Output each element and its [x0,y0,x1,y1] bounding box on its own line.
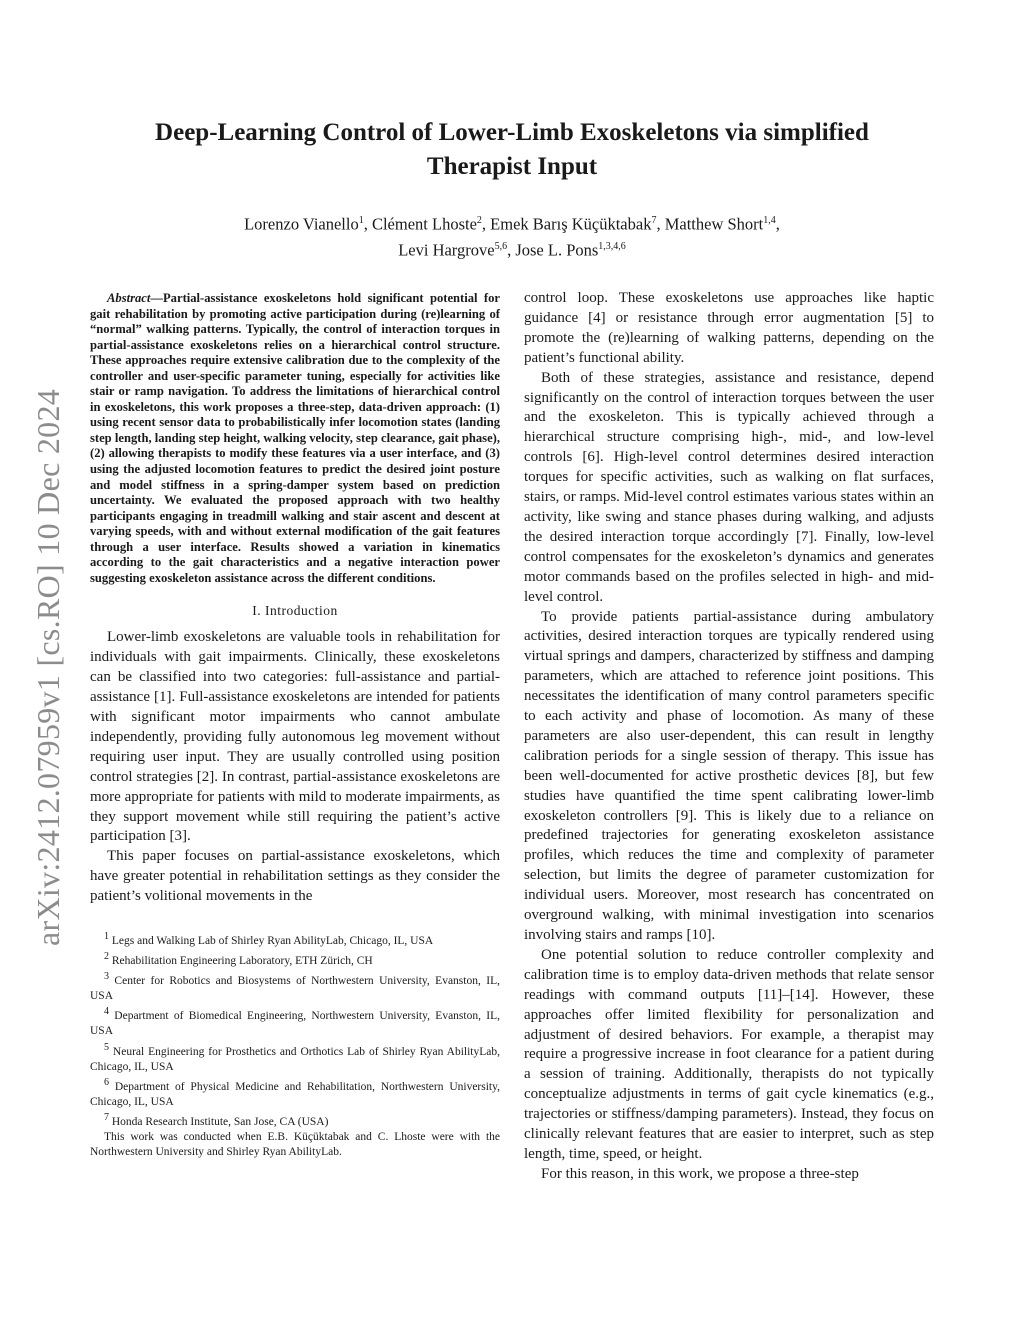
author-separator: , [775,214,780,234]
affiliation-footnotes [90,929,500,1160]
footnote [90,1004,500,1039]
author-name: Lorenzo Vianello [244,214,359,234]
footnote-number: 2 [104,951,109,963]
footnote [90,1040,500,1075]
footnote [90,969,500,1004]
abstract [90,291,500,586]
footnote-text: Department of Biomedical Engineering, Northwestern University, Evanston, IL, USA [90,1010,500,1038]
footnote-number: 1 [104,931,109,943]
author-name: Clément Lhoste [371,214,477,234]
author-line-1 [80,210,944,236]
author-separator: , [481,214,491,234]
section-heading-introduction: I. Introduction [252,603,338,619]
footnote-text: This work was conducted when E.B. Küçüktabak and C. Lhoste were with the Northwestern University and Shirley Ryan AbilityLab. [90,1131,500,1159]
footnote-number: 5 [104,1041,109,1053]
body-paragraph: control loop. These exoskeletons use approaches like haptic guidance [4] or resistance through error augmentation [5] to promote the (re)learning of walking patterns, depending on the patient’s functional ability. [524,290,934,366]
footnote-text: Honda Research Institute, San Jose, CA (USA) [111,1115,329,1128]
body-paragraph: Lower-limb exoskeletons are valuable tools in rehabilitation for individuals with gait impairments. Clinically, these exoskeletons can be classified into two categories: full-assistance and partial-assistance [1]. Full-assistance exoskeletons are intended for patients with significant motor impairments who cannot ambulate independently, providing fully autonomous leg movement without requiring user input. They are usually controlled using position control strategies [2]. In contrast, partial-assistance exoskeletons are more appropriate for patients with mild to moderate impairments, as they support movement while still requiring the patient’s active participation [3]. [90,629,500,845]
abstract-label: Abstract [107,291,151,305]
footnote-number: 7 [104,1112,109,1124]
title-line-2: Therapist Input [426,153,598,180]
author-affiliation: 5,6 [494,240,508,252]
abstract-text: Partial-assistance exoskeletons hold significant potential for gait rehabilitation by promoting active participation during (re)learning of “normal” walking patterns. Typically, the control of interaction torques in partial-assistance exoskeletons relies on a hierarchical control structure. These approaches require extensive calibration due to the complexity of the controller and user-specific parameter tuning, especially for activities like stair or ramp navigation. To address the limitations of hierarchical control in exoskeletons, this work proposes a three-step, data-driven approach: (1) using recent sensor data to probabilistically infer locomotion states (landing step length, landing step height, walking velocity, step clearance, gait phase), (2) allowing therapists to modify these features via a user interface, and (3) using the adjusted locomotion features to predict the desired joint posture and model stiffness in a spring-damper system based on prediction uncertainty. We evaluated the proposed approach with two healthy participants engaging in treadmill walking and stair ascent and descent at varying speeds, with and without external modification of the gait features through a user interface. Results showed a variation in kinematics according to the gait characteristics and a negative interaction power suggesting exoskeleton assistance across the different conditions. [90,291,500,585]
author-separator: , [507,240,516,259]
right-column [524,289,934,1185]
author-affiliation: 2 [476,215,482,226]
author-list [80,210,944,261]
author-affiliation: 1 [358,215,364,226]
footnote-text: Neural Engineering for Prosthetics and Orthotics Lab of Shirley Ryan AbilityLab, Chicago, IL, USA [90,1045,500,1073]
footnote-text: Center for Robotics and Biosystems of Northwestern University, Evanston, IL, USA [90,974,500,1003]
footnote-number: 4 [104,1006,109,1018]
body-paragraph: One potential solution to reduce controller complexity and calibration time is to employ data-driven methods that relate sensor readings with command outputs [11]–[14]. However, these approaches offer limited flexibility for personalization and adjustment of desired behaviors. For example, a therapist may require a progressive increase in foot clearance for a patient during a session of training. Additionally, therapists do not typically conceptualize adjustments in terms of gait cycle kinematics (e.g., trajectories or stiffness/damping parameters). Instead, they focus on clinically relevant features that are easier to interpret, such as step length, time, speed, or height. [524,946,934,1162]
footnote-number: 3 [104,971,109,983]
author-affiliation: 7 [651,215,657,226]
author-name: Emek Barış Küçüktabak [490,214,652,234]
body-paragraph: To provide patients partial-assistance during ambulatory activities, desired interaction torques are typically rendered using virtual springs and dampers, characterized by stiffness and damping parameters, which are attached to reference joint positions. This necessitates the identification of many control parameters specific to each activity and phase of locomotion. As many of these parameters are also user-dependent, this can result in lengthy calibration periods for a single session of therapy. This issue has been well-documented for active prosthetic devices [8], but few studies have quantified the time spent calibrating lower-limb exoskeleton controllers [9]. This is likely due to a reliance on predefined trajectories for generating exoskeleton assistance profiles, which reduces the time and complexity of parameter selection, but limits the degree of parameter customization for individual users. Moreover, most research has concentrated on overground walking, with minimal investigation into scenarios involving stairs and ramps [10]. [524,608,934,943]
author-line-2 [80,236,944,262]
author-name: Levi Hargrove [398,240,495,259]
footnote [90,1110,500,1130]
footnote-number: 6 [104,1076,109,1088]
author-name: Jose L. Pons [515,240,599,259]
author-separator: , [363,214,372,234]
body-paragraph: Both of these strategies, assistance and resistance, depend significantly on the control of interaction torques between the user and the exoskeleton. This is typically achieved through a hierarchical structure comprising high-, mid-, and low-level controls [6]. High-level control determines desired interaction torques for specific activities, such as walking on flat surfaces, stairs, or ramps. Mid-level control estimates various states within an activity, like swing and stance phases during walking, and adjusts the desired interaction torque accordingly [7]. Finally, low-level control compensates for the exoskeleton’s dynamics and generates motor commands based on the profiles selected in high- and mid-level control. [524,369,934,605]
footnote-text: Legs and Walking Lab of Shirley Ryan AbilityLab, Chicago, IL, USA [111,934,434,947]
footnote-text: Department of Physical Medicine and Rehabilitation, Northwestern University, Chicago, IL, USA [90,1080,500,1108]
footnote [90,1075,500,1110]
abstract-dash: — [150,291,163,305]
left-column [90,291,500,1161]
author-affiliation: 1,3,4,6 [598,240,626,252]
footnote [90,929,500,949]
footnote-text: Rehabilitation Engineering Laboratory, ETH Zürich, CH [111,954,373,967]
author-name: Matthew Short [664,214,764,234]
arxiv-identifier: arXiv:2412.07959v1 [cs.RO] 10 Dec 2024 [30,388,66,946]
footnote-note [90,1130,500,1160]
author-affiliation: 1,4 [763,215,776,226]
footnote [90,949,500,969]
body-paragraph: This paper focuses on partial-assistance exoskeletons, which have greater potential in rehabilitation settings as they consider the patient’s volitional movements in the [90,848,500,905]
author-separator: , [656,214,665,234]
body-paragraph: For this reason, in this work, we propose a three-step [541,1165,859,1182]
title-line-1: Deep-Learning Control of Lower-Limb Exoskeletons via simplified [155,119,869,146]
paper-title [80,116,944,184]
